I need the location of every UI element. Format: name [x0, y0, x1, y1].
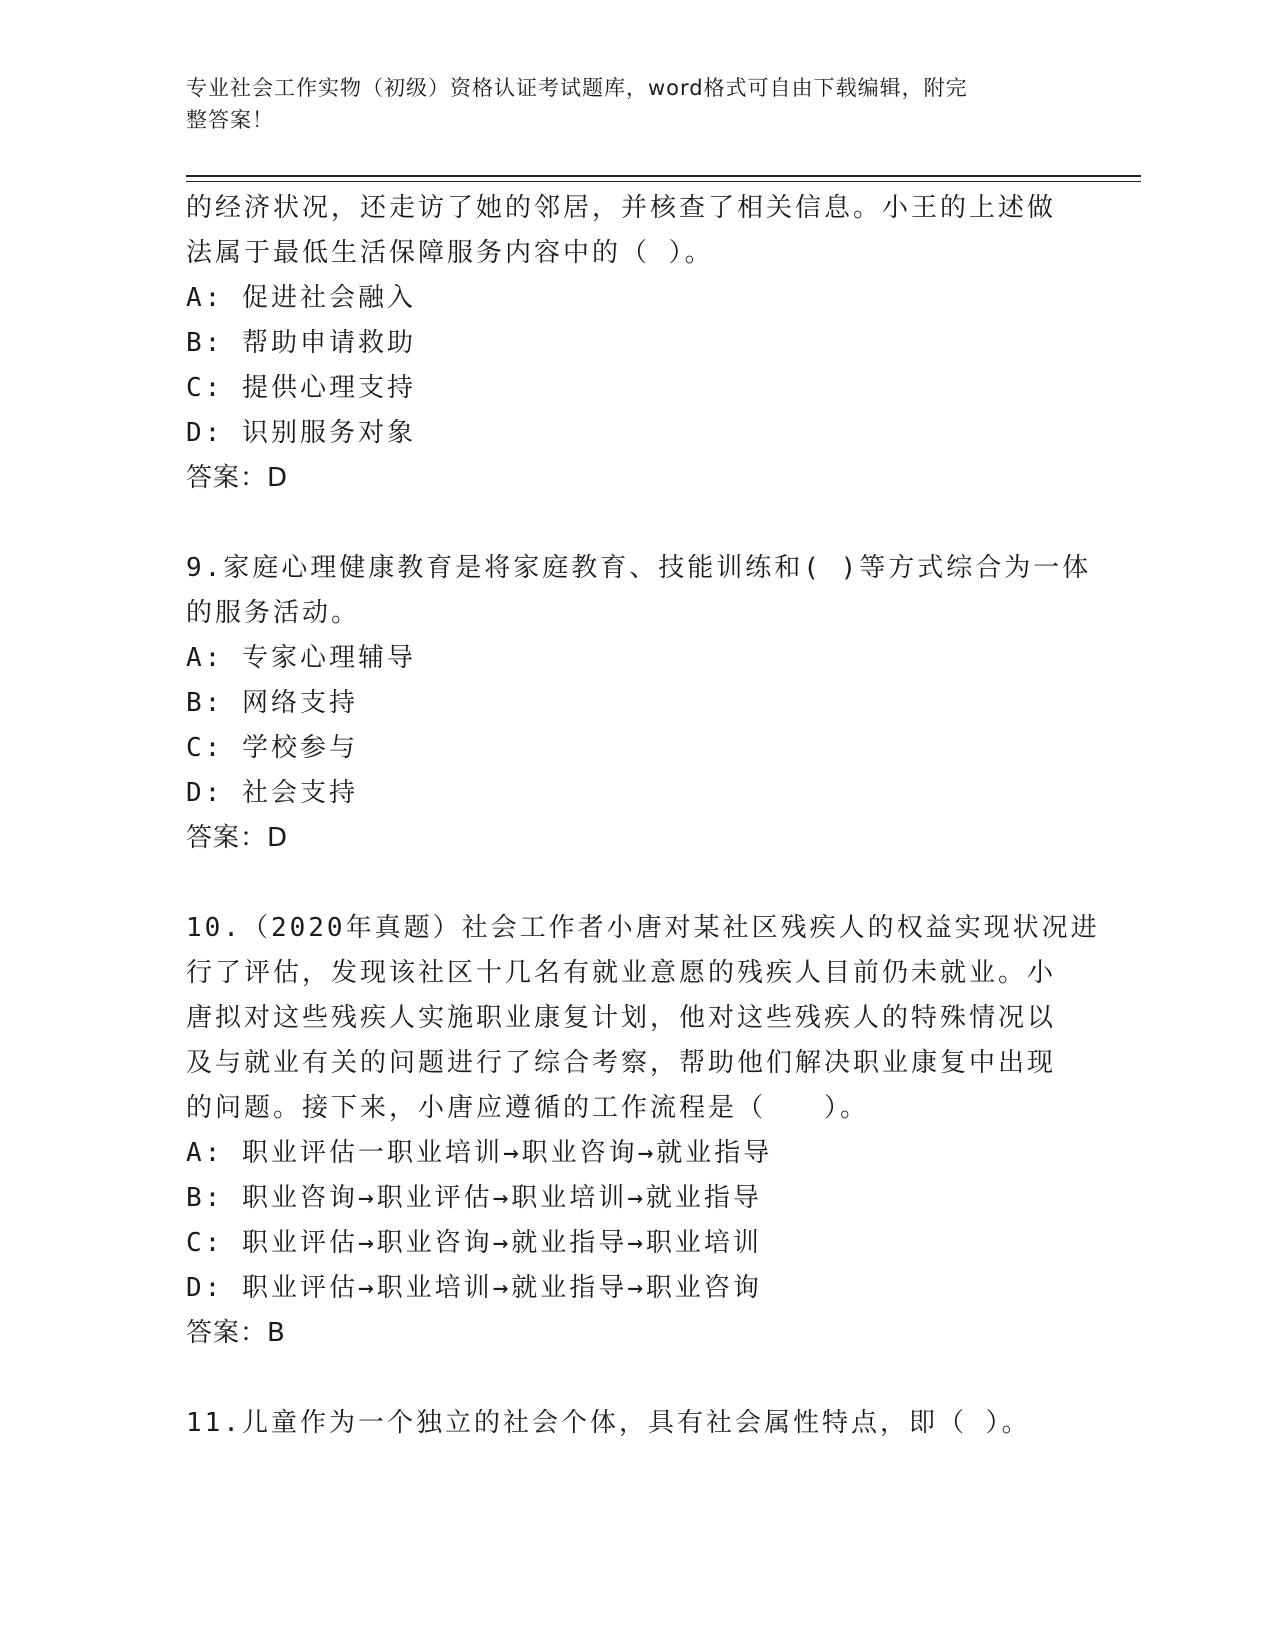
question-text: 的问题。接下来，小唐应遵循的工作流程是（ ）。	[186, 1093, 870, 1123]
option-c: C: 提供心理支持	[186, 373, 416, 403]
header-divider	[186, 175, 1141, 177]
question-text: 的服务活动。	[186, 598, 361, 628]
question-9	[186, 546, 1092, 861]
question-text: 及与就业有关的问题进行了综合考察，帮助他们解决职业康复中出现	[186, 1048, 1057, 1078]
option-a: A: 促进社会融入	[186, 283, 416, 313]
question-text: 11.儿童作为一个独立的社会个体，具有社会属性特点，即（ ）。	[186, 1408, 1031, 1438]
question-list	[186, 186, 1100, 1446]
page-header	[186, 72, 1066, 136]
option-c: C: 职业评估→职业咨询→就业指导→职业培训	[186, 1228, 762, 1258]
option-b: B: 职业咨询→职业评估→职业培训→就业指导	[186, 1183, 762, 1213]
spacer	[186, 501, 1086, 546]
option-d: D: 职业评估→职业培训→就业指导→职业咨询	[186, 1273, 762, 1303]
option-a: A: 专家心理辅导	[186, 643, 416, 673]
option-a: A: 职业评估一职业培训→职业咨询→就业指导	[186, 1138, 773, 1168]
header-line: 专业社会工作实物（初级）资格认证考试题库，word格式可自由下载编辑，附完	[186, 76, 968, 100]
option-b: B: 网络支持	[186, 688, 358, 718]
option-d: D: 识别服务对象	[186, 418, 416, 448]
option-c: C: 学校参与	[186, 733, 358, 763]
spacer	[186, 861, 1086, 906]
answer: 答案：D	[186, 823, 289, 853]
header-divider-thin	[186, 181, 1141, 182]
question-text: 的经济状况，还走访了她的邻居，并核查了相关信息。小王的上述做	[186, 193, 1057, 223]
question-text: 行了评估，发现该社区十几名有就业意愿的残疾人目前仍未就业。小	[186, 958, 1057, 988]
question-text: 唐拟对这些残疾人实施职业康复计划，他对这些残疾人的特殊情况以	[186, 1003, 1057, 1033]
header-line: 整答案！	[186, 108, 274, 132]
option-b: B: 帮助申请救助	[186, 328, 416, 358]
question-text: 9.家庭心理健康教育是将家庭教育、技能训练和( )等方式综合为一体	[186, 553, 1092, 583]
option-d: D: 社会支持	[186, 778, 358, 808]
question-10	[186, 906, 1100, 1356]
question-11	[186, 1401, 1086, 1446]
question-text: 法属于最低生活保障服务内容中的（ ）。	[186, 238, 714, 268]
spacer	[186, 1356, 1086, 1401]
question-8	[186, 186, 1086, 501]
answer: 答案：D	[186, 463, 289, 493]
answer: 答案：B	[186, 1318, 286, 1348]
question-text: 10.（2020年真题）社会工作者小唐对某社区残疾人的权益实现状况进	[186, 913, 1100, 943]
